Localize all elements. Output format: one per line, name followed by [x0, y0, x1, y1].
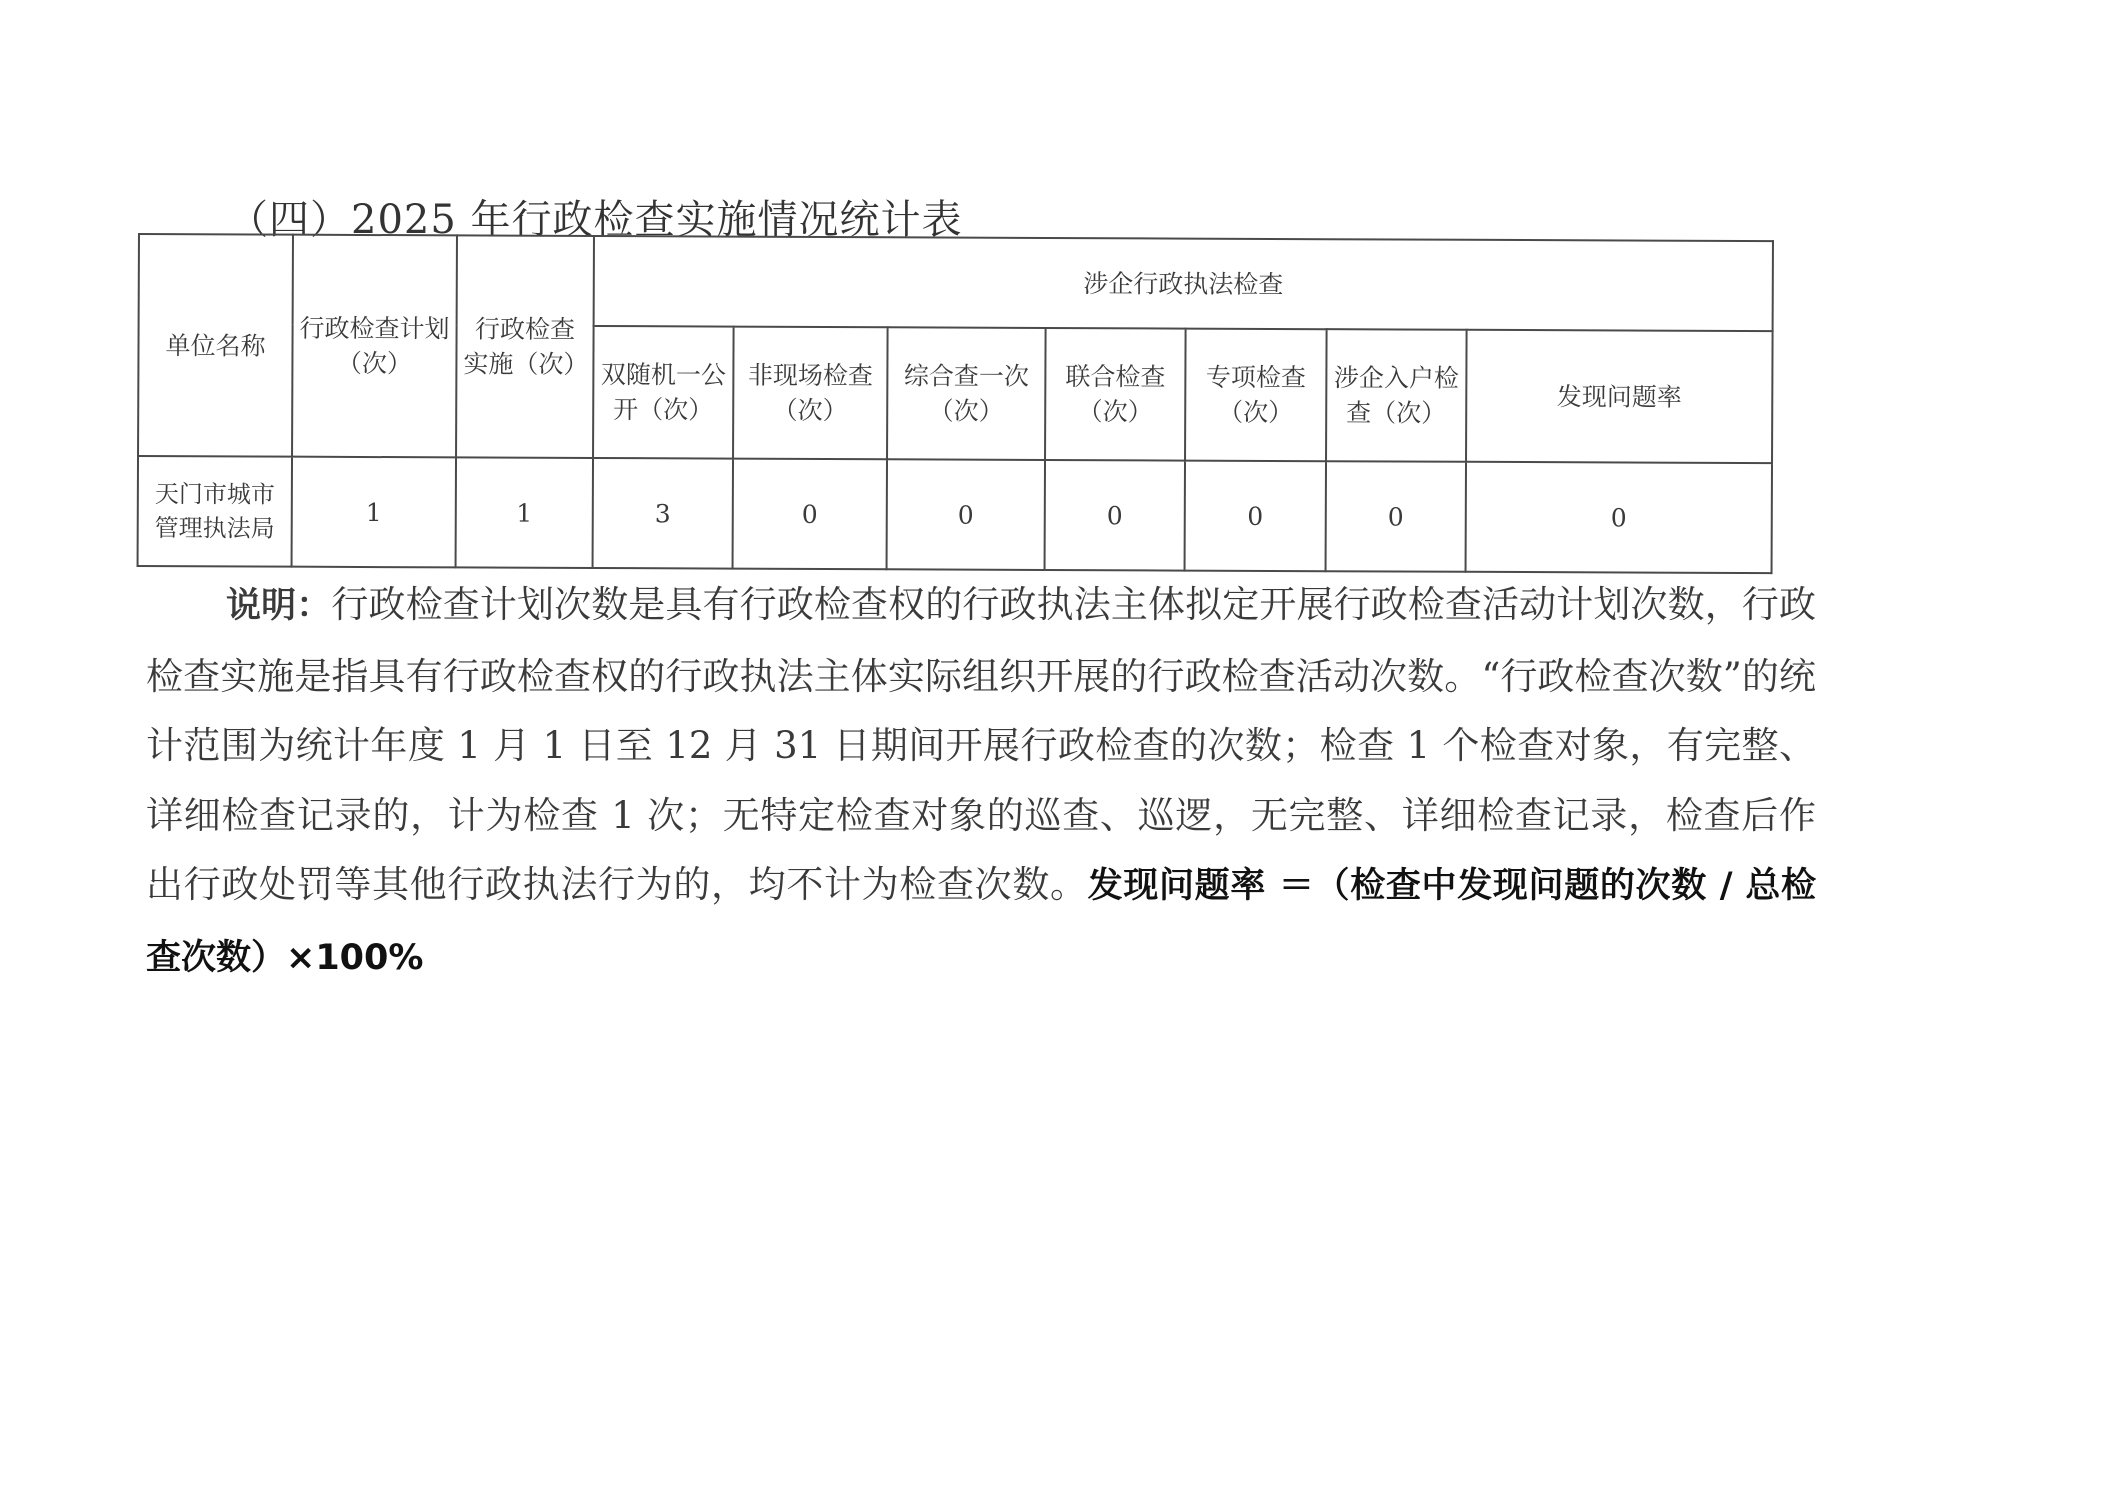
cell-plan: 1	[292, 457, 456, 568]
header-inspection-implement: 行政检查实施（次）	[456, 235, 594, 458]
page-title: （四）2025 年行政检查实施情况统计表	[228, 197, 963, 243]
cell-non-site: 0	[733, 459, 887, 570]
header-enterprise-entry: 涉企入户检查（次）	[1326, 329, 1467, 462]
note-lead: 说明：	[226, 586, 332, 626]
cell-special: 0	[1185, 461, 1326, 572]
header-non-site: 非现场检查（次）	[733, 327, 888, 460]
header-combined: 综合查一次（次）	[887, 327, 1046, 460]
cell-double-random: 3	[593, 458, 733, 569]
table-row	[138, 456, 1773, 573]
header-unit-name: 单位名称	[138, 234, 293, 457]
cell-implement: 1	[456, 457, 593, 568]
cell-enterprise-entry: 0	[1326, 461, 1466, 572]
cell-combined: 0	[887, 459, 1045, 570]
header-enterprise-inspection-group: 涉企行政执法检查	[594, 236, 1773, 331]
header-inspection-plan: 行政检查计划（次）	[292, 235, 457, 458]
header-joint: 联合检查（次）	[1045, 328, 1186, 461]
note-body: 行政检查计划次数是具有行政检查权的行政执法主体拟定开展行政检查活动计划次数，行政检查实施是指具有行政检查权的行政执法主体实际组织开展的行政检查活动次数。“行政检查次数”的统计范围为统计年度 1 月 1 日至 12 月 31 日期间开展行政检查的次数；检查 1 个检查对象，有完整、详细检查记录的，计为检查 1 次；无特定检查对象的巡查、巡逻，无完整、详细检查记录，检查后作出行政处罚等其他行政执法行为的，均不计为检查次数。	[146, 583, 1816, 906]
cell-problem-rate: 0	[1466, 462, 1773, 573]
explanation-note	[146, 570, 1816, 993]
header-problem-rate: 发现问题率	[1466, 330, 1773, 463]
cell-unit-name: 天门市城市管理执法局	[138, 456, 292, 567]
header-special: 专项检查（次）	[1185, 329, 1327, 462]
cell-joint: 0	[1045, 460, 1185, 571]
problem-rate-formula: 发现问题率 ＝（检查中发现问题的次数 / 总检查次数）×100%	[146, 866, 1817, 978]
inspection-stats-table	[137, 233, 1775, 574]
header-double-random: 双随机一公开（次）	[593, 326, 734, 459]
